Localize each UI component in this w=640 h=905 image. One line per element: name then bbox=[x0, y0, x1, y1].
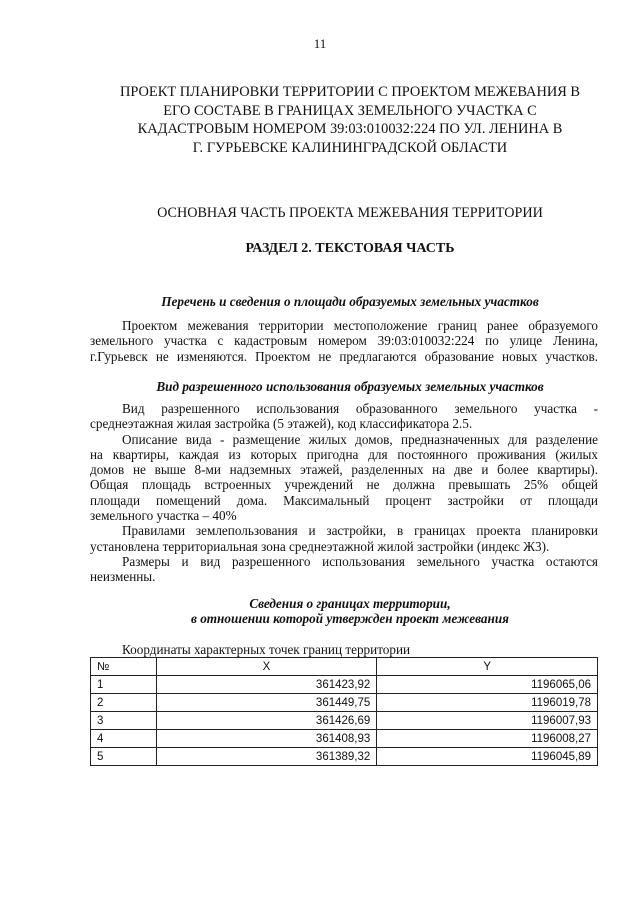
title-line: ПРОЕКТ ПЛАНИРОВКИ ТЕРРИТОРИИ С ПРОЕКТОМ МЕЖЕВАНИЯ В bbox=[119, 84, 581, 100]
title-line: Г. ГУРЬЕВСКЕ КАЛИНИНГРАДСКОЙ ОБЛАСТИ bbox=[192, 139, 508, 156]
x-coordinate-cell: 361449,75 bbox=[156, 694, 377, 712]
table-row bbox=[91, 730, 598, 748]
point-number-cell: 1 bbox=[91, 676, 157, 694]
x-coordinate-cell: 361423,92 bbox=[156, 676, 377, 694]
text-line: Вид разрешенного использования образованного земельного участка - bbox=[122, 401, 598, 416]
text-line: установлена территориальная зона среднеэтажной жилой застройки (индекс Ж3). bbox=[90, 538, 550, 554]
point-number-cell: 2 bbox=[91, 694, 157, 712]
y-coordinate-cell: 1196008,27 bbox=[377, 730, 598, 748]
point-number-cell: 5 bbox=[91, 748, 157, 766]
page-number: 11 bbox=[313, 36, 327, 51]
table-row bbox=[91, 676, 598, 694]
text-line: г.Гурьевск не изменяются. Проектом не предлагаются образование новых участков. bbox=[90, 348, 598, 364]
section3-heading-line: Сведения о границах территории, bbox=[249, 596, 451, 611]
section2-heading: Вид разрешенного использования образуемых земельных участков bbox=[156, 379, 544, 394]
part-title: ОСНОВНАЯ ЧАСТЬ ПРОЕКТА МЕЖЕВАНИЯ ТЕРРИТОРИИ bbox=[157, 205, 543, 221]
column-header-x: X bbox=[156, 658, 377, 676]
text-line: Правилами землепользования и застройки, в границах проекта планировки bbox=[122, 523, 598, 539]
table-row bbox=[91, 748, 598, 766]
section3-heading-line: в отношении которой утвержден проект межевания bbox=[191, 611, 509, 626]
column-header-number: № bbox=[91, 658, 157, 676]
section1-paragraph bbox=[90, 318, 598, 364]
table-caption: Координаты характерных точек границ территории bbox=[122, 642, 411, 657]
text-line: неизменны. bbox=[90, 569, 156, 585]
text-line: Описание вида - размещение жилых домов, предназначенных для разделение bbox=[122, 431, 598, 447]
point-number-cell: 4 bbox=[91, 730, 157, 748]
section2-paragraph bbox=[90, 401, 598, 585]
title-line: КАДАСТРОВЫМ НОМЕРОМ 39:03:010032:224 ПО УЛ. ЛЕНИНА В bbox=[137, 121, 563, 137]
x-coordinate-cell: 361426,69 bbox=[156, 712, 377, 730]
document-title bbox=[60, 83, 640, 157]
text-line: земельного участка – 40% bbox=[90, 508, 237, 524]
section-title: РАЗДЕЛ 2. ТЕКСТОВАЯ ЧАСТЬ bbox=[245, 241, 455, 256]
coordinates-table bbox=[90, 657, 598, 766]
text-line: Проектом межевания территории местоположение границ ранее образуемого bbox=[122, 318, 598, 333]
table-row bbox=[91, 712, 598, 730]
x-coordinate-cell: 361389,32 bbox=[156, 748, 377, 766]
text-line: на квартиры, каждая из которых пригодна для постоянного проживания (жилых bbox=[90, 446, 598, 462]
y-coordinate-cell: 1196045,89 bbox=[377, 748, 598, 766]
text-line: домов не выше 8-ми надземных этажей, разделенных на две и более квартиры). bbox=[90, 462, 598, 478]
table-header-row bbox=[91, 658, 598, 676]
y-coordinate-cell: 1196019,78 bbox=[377, 694, 598, 712]
text-line: площади помещений дома. Максимальный процент застройки от площади bbox=[90, 492, 598, 508]
column-header-y: Y bbox=[377, 658, 598, 676]
section1-heading: Перечень и сведения о площади образуемых земельных участков bbox=[161, 294, 539, 309]
text-line: Общая площадь встроенных учреждений не должна превышать 25% общей bbox=[90, 477, 598, 493]
text-line: среднеэтажная жилая застройка (5 этажей), код классификатора 2.5. bbox=[90, 416, 473, 432]
point-number-cell: 3 bbox=[91, 712, 157, 730]
x-coordinate-cell: 361408,93 bbox=[156, 730, 377, 748]
y-coordinate-cell: 1196065,06 bbox=[377, 676, 598, 694]
text-line: земельного участка с кадастровым номером 39:03:010032:224 по улице Ленина, bbox=[90, 333, 598, 349]
table-row bbox=[91, 694, 598, 712]
title-line: ЕГО СОСТАВЕ В ГРАНИЦАХ ЗЕМЕЛЬНОГО УЧАСТКА С bbox=[163, 102, 537, 119]
y-coordinate-cell: 1196007,93 bbox=[377, 712, 598, 730]
text-line: Размеры и вид разрешенного использования земельного участка остаются bbox=[122, 553, 598, 569]
